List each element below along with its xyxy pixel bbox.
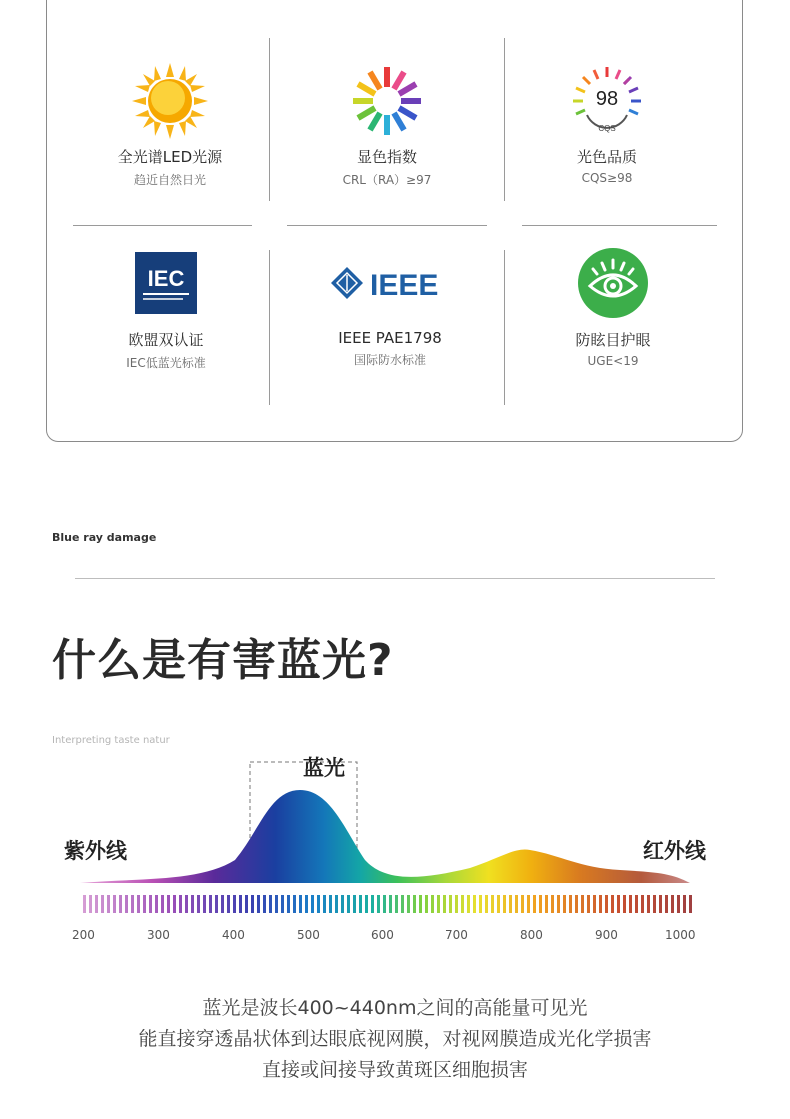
description-line: 蓝光是波长400~440nm之间的高能量可见光 [202, 997, 588, 1019]
cqs-label: CQS [598, 124, 616, 133]
color-wheel-icon [297, 60, 477, 142]
feature-full-spectrum [80, 60, 260, 188]
feature-eu-certification [76, 243, 256, 371]
feature-light-quality [517, 60, 697, 185]
feature-anti-glare [523, 243, 703, 368]
feature-title: 光色品质 [576, 148, 637, 166]
feature-color-index [297, 60, 477, 188]
sun-icon [80, 60, 260, 142]
tick-label: 300 [147, 928, 170, 942]
feature-subtitle: 趋近自然日光 [133, 173, 206, 187]
feature-subtitle: IEC低蓝光标准 [126, 356, 206, 370]
tick-label: 500 [297, 928, 320, 942]
iec-text: IEC [147, 266, 185, 291]
divider [269, 250, 270, 405]
ieee-text: IEEE [370, 269, 439, 302]
feature-ieee [300, 243, 480, 368]
feature-subtitle: CRL（RA）≥97 [342, 173, 432, 187]
feature-subtitle: 国际防水标准 [353, 353, 426, 367]
divider [504, 38, 505, 201]
interpreting-caption: Interpreting taste natur [52, 735, 170, 746]
tick-label: 800 [520, 928, 543, 942]
ieee-logo-icon [300, 243, 480, 323]
feature-subtitle: UGE<19 [587, 354, 639, 368]
tick-label: 200 [72, 928, 95, 942]
description-line: 能直接穿透晶状体到达眼底视网膜，对视网膜造成光化学损害 [138, 1028, 652, 1050]
description-line: 直接或间接导致黄斑区细胞损害 [261, 1059, 528, 1081]
divider [522, 225, 717, 226]
feature-title: IEEE PAE1798 [338, 329, 442, 347]
tick-label: 400 [222, 928, 245, 942]
section-tag: Blue ray damage [52, 531, 157, 544]
cqs-badge-icon [517, 60, 697, 142]
tick-label: 900 [595, 928, 618, 942]
ultraviolet-label: 紫外线 [64, 839, 127, 863]
tick-label: 600 [371, 928, 394, 942]
tick-label: 700 [445, 928, 468, 942]
feature-title: 防眩目护眼 [575, 331, 651, 349]
page-title: 什么是有害蓝光? [52, 635, 394, 686]
section-divider [75, 578, 715, 579]
feature-title: 全光谱LED光源 [117, 148, 223, 166]
feature-title: 欧盟双认证 [128, 331, 204, 349]
divider [504, 250, 505, 405]
infrared-label: 红外线 [643, 839, 706, 863]
feature-subtitle: CQS≥98 [581, 171, 633, 185]
divider [269, 38, 270, 201]
feature-title: 显色指数 [356, 148, 417, 166]
blue-light-label: 蓝光 [303, 756, 345, 780]
divider [73, 225, 252, 226]
cqs-value: 98 [595, 88, 619, 110]
divider [287, 225, 487, 226]
iec-logo-icon [76, 243, 256, 323]
tick-label: 1000 [665, 928, 696, 942]
eye-protect-icon [523, 243, 703, 323]
